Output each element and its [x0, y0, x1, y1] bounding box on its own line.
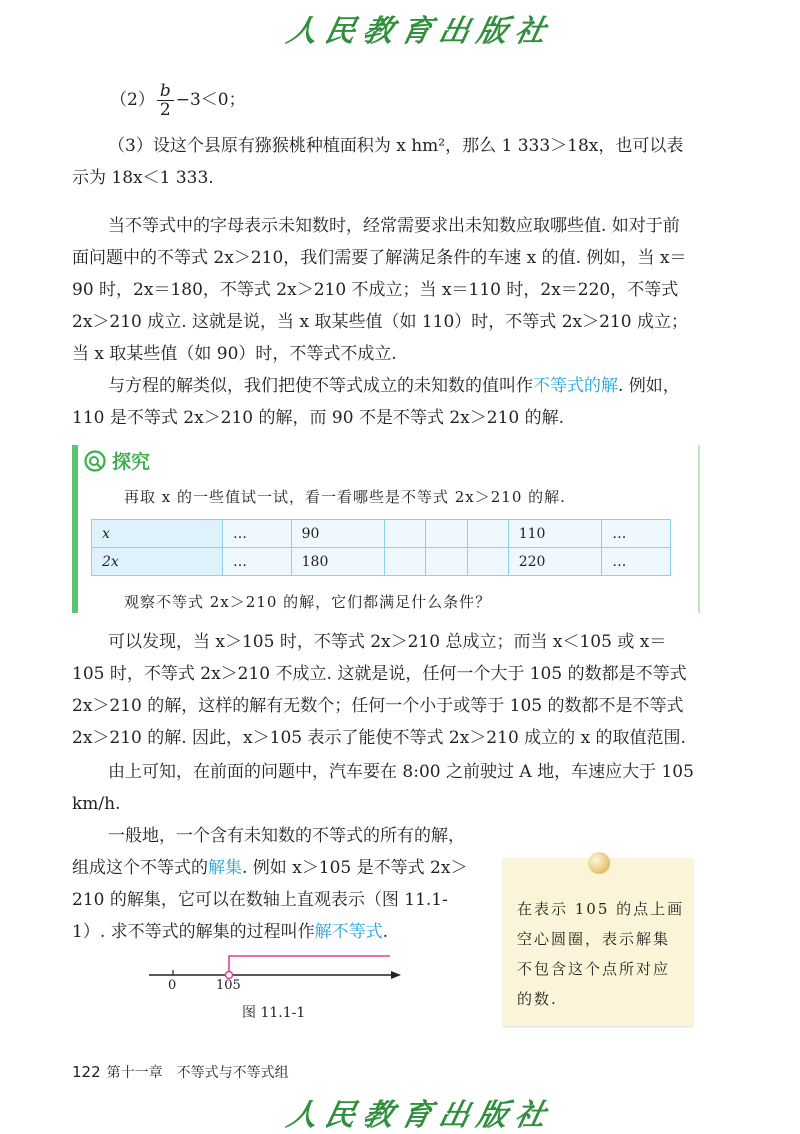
side-note-text: 在表示 105 的点上画空心圆圈，表示解集不包含这个点所对应的数. [517, 900, 685, 1008]
table-row [92, 520, 671, 548]
paragraph-1: 当不等式中的字母表示未知数时，经常需要求出未知数应取哪些值. 如对于前面问题中的不等式 2x＞210，我们需要了解满足条件的车速 x 的值. 例如，当 x＝90 时，2x＝180，不等式 2x＞210 不成立；当 x＝110 时，2x＝220，不等式 2x＞210 成立. 这就是说，当 x 取某些值（如 110）时，不等式 2x＞210 成立；当 x 取某些值（如 90）时，不等式不成立. [72, 216, 688, 364]
item-2-rest: −3＜0； [175, 90, 246, 110]
publisher-logo-bottom: 人民教育出版社 [283, 1098, 557, 1133]
paragraph-5-text: 一般地，一个含有未知数的不等式的所有的解，组成这个不等式的 [72, 826, 465, 878]
explore-instruction: 再取 x 的一些值试一试，看一看哪些是不等式 2x＞210 的解. [124, 488, 566, 506]
solution-ray [229, 956, 390, 975]
explore-icon [84, 450, 106, 472]
fraction-denominator: 2 [159, 100, 171, 120]
page-number: 122 [72, 1063, 101, 1081]
table-cell [426, 520, 467, 548]
explore-question: 观察不等式 2x＞210 的解，它们都满足什么条件？ [124, 593, 492, 611]
table-cell: 180 [291, 548, 385, 576]
term-solution-of-inequality: 不等式的解 [533, 376, 618, 396]
table-row [92, 548, 671, 576]
paragraph-2-text-end: . 例如，110 是不等式 2x＞210 的解，而 90 不是不等式 2x＞210 的解. [72, 376, 680, 428]
fraction-numerator: b [157, 82, 174, 101]
axis-arrow-icon [391, 971, 401, 979]
paragraph-4: 由上可知，在前面的问题中，汽车要在 8:00 之前驶过 A 地，车速应大于 105 km/h. [72, 762, 694, 814]
table-cell [385, 548, 426, 576]
value-table [91, 519, 671, 576]
paragraph-5-text-mid: . 例如 x＞105 是不等式 2x＞210 的解集，它可以在数轴上直观表示（图 11.1-1）. 求不等式的解集的过程叫作 [72, 858, 468, 942]
paragraph-3: 可以发现，当 x＞105 时，不等式 2x＞210 总成立；而当 x＜105 或 x＝105 时，不等式 2x＞210 不成立. 这就是说，任何一个大于 105 的数都是不等式 2x＞210 的解，这样的解有无数个；任何一个小于或等于 105 的数都不是不等式 2x＞210 的解. 因此，x＞105 表示了能使不等式 2x＞210 成立的 x 的取值范围. [72, 632, 687, 748]
table-cell: 110 [508, 520, 602, 548]
publisher-logo: 人民教育出版社 [283, 14, 557, 49]
table-cell: … [602, 520, 671, 548]
chapter-title: 第十一章 不等式与不等式组 [106, 1065, 289, 1081]
paragraph-5-text-end: . [382, 922, 389, 942]
item-3: （3）设这个县原有猕猴桃种植面积为 x hm²，那么 1 333＞18x，也可以表示为 18x＜1 333. [72, 136, 684, 188]
term-solution-set: 解集 [208, 858, 242, 878]
tick-label-105: 105 [216, 978, 241, 993]
table-cell: … [602, 548, 671, 576]
table-cell [467, 520, 508, 548]
table-cell [385, 520, 426, 548]
table-cell: … [223, 548, 292, 576]
explore-title: 探究 [112, 451, 151, 473]
paragraph-5 [72, 820, 480, 948]
term-solving-inequality: 解不等式 [314, 922, 383, 942]
page-footer [72, 1062, 289, 1082]
pin-icon [588, 852, 610, 874]
table-cell: 90 [291, 520, 385, 548]
item-2-label: （2） [110, 90, 155, 110]
number-line-figure [145, 950, 405, 1000]
tick-label-0: 0 [168, 978, 177, 993]
table-cell [467, 548, 508, 576]
table-cell: 2x [92, 548, 223, 576]
paragraph-2 [72, 370, 696, 434]
figure-caption: 图 11.1-1 [242, 1005, 306, 1021]
paragraph-2-text: 与方程的解类似，我们把使不等式成立的未知数的值叫作 [108, 376, 533, 396]
table-cell: x [92, 520, 223, 548]
table-cell [426, 548, 467, 576]
table-cell: 220 [508, 548, 602, 576]
fraction [157, 82, 174, 119]
table-cell: … [223, 520, 292, 548]
explore-header [84, 447, 150, 474]
item-2 [110, 82, 246, 119]
